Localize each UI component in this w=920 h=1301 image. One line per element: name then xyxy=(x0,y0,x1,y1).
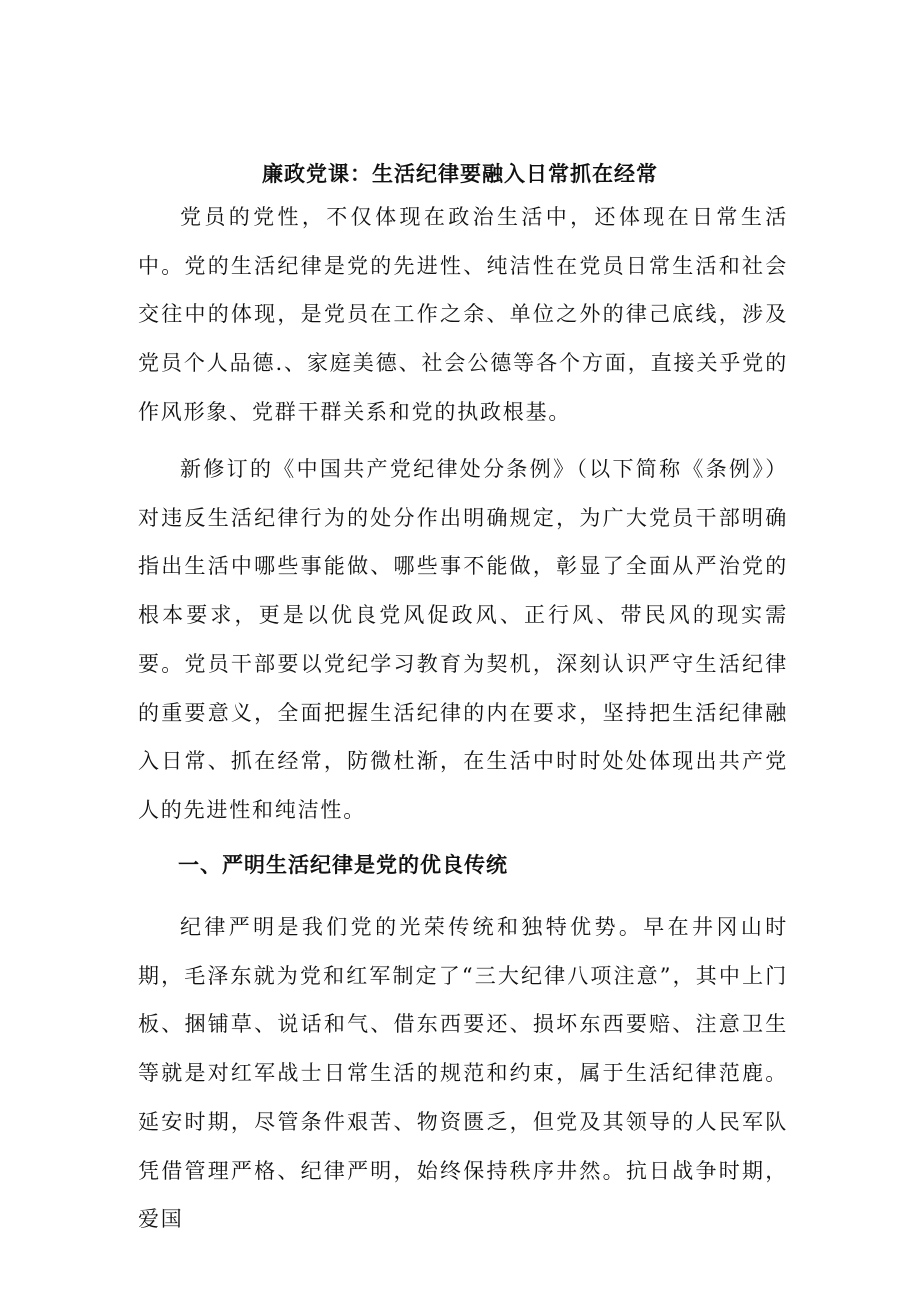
document-title: 廉政党课：生活纪律要融入日常抓在经常 xyxy=(262,161,658,187)
paragraph-section-one: 纪律严明是我们党的光荣传统和独特优势。早在井冈山时期，毛泽东就为党和红军制定了“三大纪律八项注意”，其中上门板、捆铺草、说话和气、借东西要还、损坏东西要赔、注意卫生等就是对红军战士日常生活的规范和约束，属于生活纪律范鹿。延安时期，尽管条件艰苦、物资匮乏，但党及其领导的人民军队凭借管理严格、纪律严明，始终保持秩序井然。抗日战争时期，爱国 xyxy=(138,915,788,1232)
paragraph-regulation: 新修订的《中国共产党纪律处分条例》（以下简称《条例》）对违反生活纪律行为的处分作出明确规定，为广大党员干部明确指出生活中哪些事能做、哪些事不能做，彰显了全面从严治党的根本要求，更是以优良党风促政风、正行风、带民风的现实需要。党员干部要以党纪学习教育为契机，深刻认识严守生活纪律的重要意义，全面把握生活纪律的内在要求，坚持把生活纪律融入日常、抓在经常，防微杜渐，在生活中时时处处体现出共产党人的先进性和纯洁性。 xyxy=(138,457,788,822)
section-heading: 一、严明生活纪律是党的优良传统 xyxy=(178,852,508,877)
paragraph-intro: 党员的党性，不仅体现在政治生活中，还体现在日常生活中。党的生活纪律是党的先进性、纯洁性在党员日常生活和社会交往中的体现，是党员在工作之余、单位之外的律己底线，涉及党员个人品德.、家庭美德、社会公德等各个方面，直接关乎党的作风形象、党群干群关系和党的执政根基。 xyxy=(138,205,788,424)
